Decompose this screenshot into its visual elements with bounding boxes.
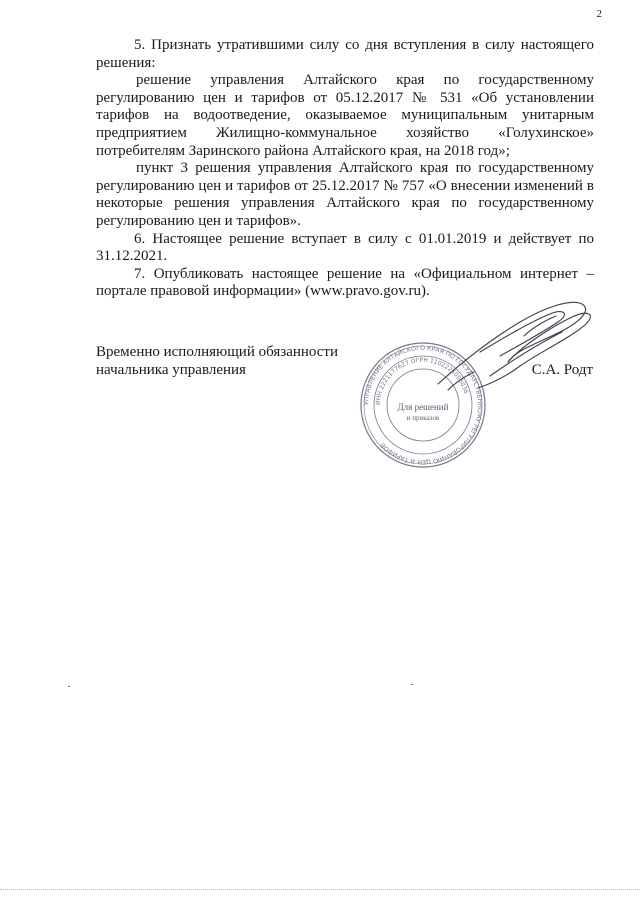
paragraph-decision-531: решение управления Алтайского края по государственному регулированию цен и тарифов от 05.12.2017 № 531 «Об установлении тарифов на водоотведение, оказываемое муниципальным унитарным предприятием Жилищно-коммунальное хозяйство «Голухинское» потребителям Заринского района Алтайского края, на 2018 год»;: [96, 72, 594, 159]
signatory-position: [96, 344, 338, 379]
signatory-name: С.А. Родт: [531, 362, 593, 378]
scan-speck: [411, 684, 413, 685]
paragraph-point-3: пункт 3 решения управления Алтайского края по государственному регулированию цен и тарифов от 25.12.2017 № 757 «О внесении изменений в некоторые решения управления Алтайского края по государственному регулированию цен и тарифов».: [96, 160, 594, 229]
document-body: [96, 37, 594, 301]
stamp-center-line1: Для решений: [397, 402, 449, 412]
paragraph-item-6: 6. Настоящее решение вступает в силу с 01.01.2019 и действует по 31.12.2021.: [96, 230, 594, 265]
signatory-position-line2: начальника управления: [96, 361, 246, 378]
page-number: 2: [596, 8, 602, 20]
scan-edge-line: [0, 889, 640, 890]
handwritten-signature: [420, 292, 600, 402]
signatory-position-line1: Временно исполняющий обязанности: [96, 344, 339, 360]
stamp-inner-text: ИНН 2221177627 ОГРН 1102225005036: [374, 356, 470, 406]
stamp-center-line2: и приказов: [406, 414, 440, 422]
scan-speck: [68, 686, 70, 687]
paragraph-item-5: 5. Признать утратившими силу со дня вступления в силу настоящего решения:: [96, 37, 594, 71]
stamp-outer-text: УПРАВЛЕНИЕ АЛТАЙСКОГО КРАЯ ПО ГОСУДАРСТВЕННОМУ РЕГУЛИРОВАНИЮ ЦЕН И ТАРИФОВ: [362, 344, 484, 466]
paragraph-item-7: 7. Опубликовать настоящее решение на «Официальном интернет – портале правовой информации» (www.pravo.gov.ru).: [96, 265, 594, 300]
